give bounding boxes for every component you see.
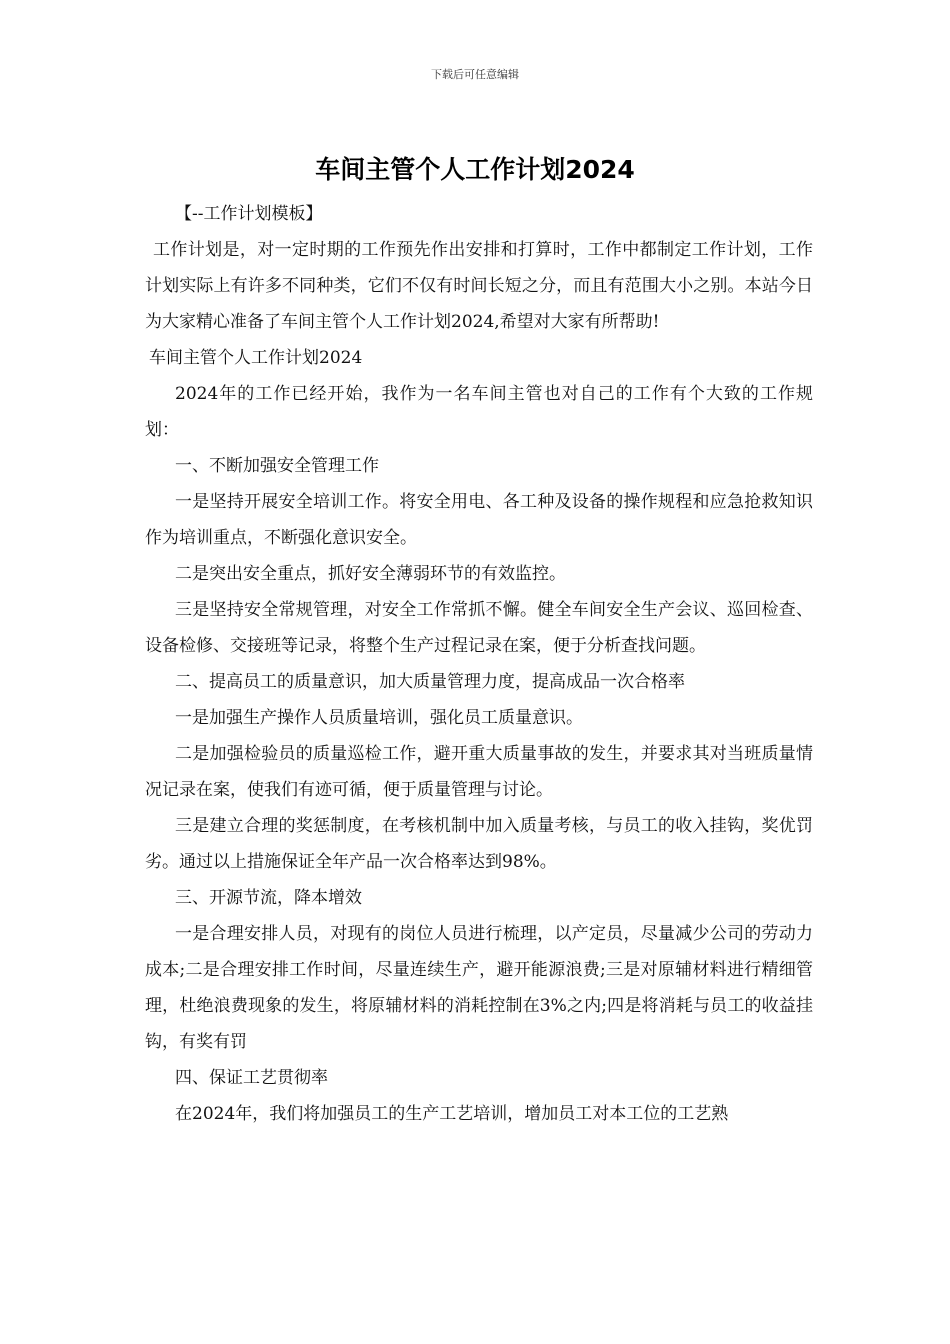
document-title: 车间主管个人工作计划2024 <box>315 155 635 184</box>
paragraph: 二是突出安全重点，抓好安全薄弱环节的有效监控。 <box>175 564 566 584</box>
subheading-3: 三、开源节流，降本增效 <box>175 888 362 908</box>
subheading-1: 一、不断加强安全管理工作 <box>175 456 379 476</box>
paragraph: 三是坚持安全常规管理，对安全工作常抓不懈。健全车间安全生产会议、巡回检查、设备检修、交接班等记录，将整个生产过程记录在案，便于分析查找问题。 <box>145 600 813 656</box>
paragraph: 二是加强检验员的质量巡检工作，避开重大质量事故的发生，并要求其对当班质量情况记录在案，使我们有迹可循，便于质量管理与讨论。 <box>145 744 813 800</box>
paragraph: 一是加强生产操作人员质量培训，强化员工质量意识。 <box>175 708 583 728</box>
header-note: 下载后可任意编辑 <box>431 68 519 81</box>
paragraph: 2024年的工作已经开始，我作为一名车间主管也对自己的工作有个大致的工作规划： <box>145 384 813 440</box>
subheading-2: 二、提高员工的质量意识，加大质量管理力度，提高成品一次合格率 <box>175 672 685 692</box>
document-body <box>145 196 813 1132</box>
paragraph: 一是坚持开展安全培训工作。将安全用电、各工种及设备的操作规程和应急抢救知识作为培训重点，不断强化意识安全。 <box>145 492 813 548</box>
section-heading: 车间主管个人工作计划2024 <box>149 348 363 368</box>
intro-paragraph: 工作计划是，对一定时期的工作预先作出安排和打算时，工作中都制定工作计划，工作计划实际上有许多不同种类，它们不仅有时间长短之分，而且有范围大小之别。本站今日为大家精心准备了车间主管个人工作计划2024,希望对大家有所帮助! <box>145 240 813 332</box>
paragraph: 三是建立合理的奖惩制度，在考核机制中加入质量考核，与员工的收入挂钩，奖优罚劣。通过以上措施保证全年产品一次合格率达到98%。 <box>145 816 813 872</box>
paragraph: 在2024年，我们将加强员工的生产工艺培训，增加员工对本工位的工艺熟 <box>175 1104 729 1124</box>
paragraph: 一是合理安排人员，对现有的岗位人员进行梳理，以产定员，尽量减少公司的劳动力成本;二是合理安排工作时间，尽量连续生产，避开能源浪费;三是对原辅材料进行精细管理，杜绝浪费现象的发生，将原辅材料的消耗控制在3%之内;四是将消耗与员工的收益挂钩，有奖有罚 <box>145 924 813 1052</box>
template-tag: 【--工作计划模板】 <box>175 204 323 224</box>
subheading-4: 四、保证工艺贯彻率 <box>175 1068 328 1088</box>
